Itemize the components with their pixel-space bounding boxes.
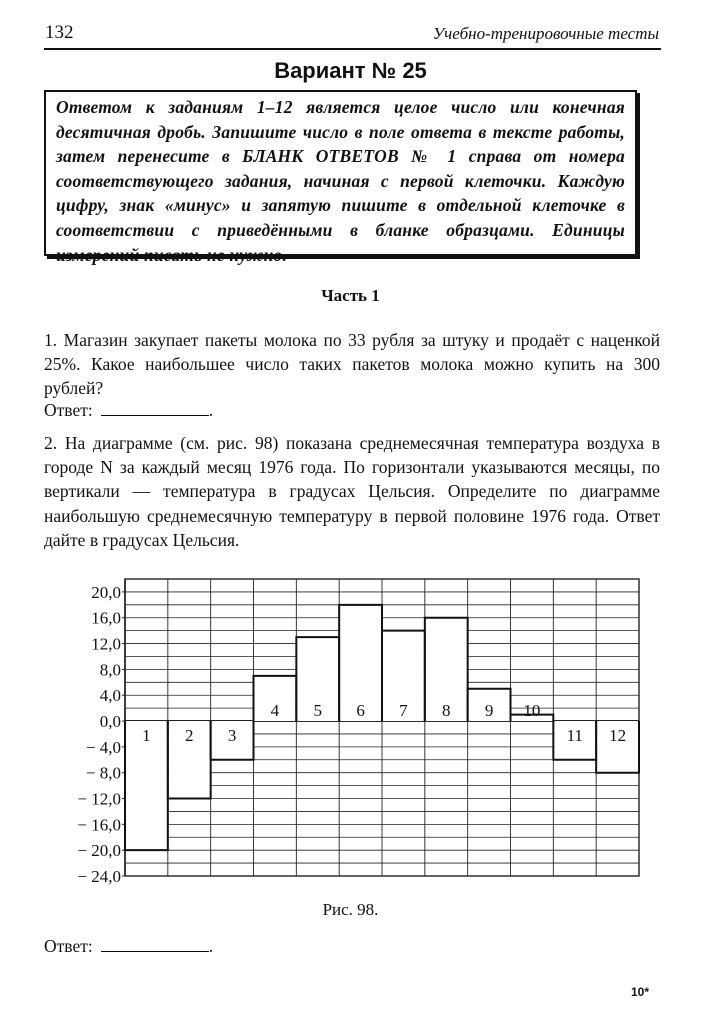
variant-title: Вариант № 25	[274, 58, 427, 83]
month-label: 2	[185, 726, 194, 746]
y-tick-label: − 4,0	[85, 737, 121, 757]
y-tick-label: 8,0	[99, 660, 121, 680]
header-rule	[44, 48, 661, 50]
month-label: 6	[356, 701, 365, 721]
temperature-chart	[0, 560, 701, 890]
y-tick-label: 20,0	[91, 582, 121, 602]
month-label: 8	[442, 701, 451, 721]
month-label: 9	[484, 701, 494, 721]
answer-blank[interactable]	[101, 401, 209, 416]
task-1-text: 1. Магазин закупает пакеты молока по 33 рубля за штуку и продаёт с наценкой 25%. Какое наибольшее число таких пакетов молока можно купить на 300 рублей?	[44, 330, 660, 399]
month-label: 1	[142, 726, 151, 746]
task-2-answer[interactable]: Ответ: .	[44, 936, 214, 956]
y-tick-label: − 12,0	[77, 789, 121, 809]
answer-label: Ответ:	[44, 400, 93, 420]
running-title: Учебно-тренировочные тесты	[432, 24, 659, 43]
y-tick-label: 12,0	[91, 634, 121, 654]
task-2-text: 2. На диаграмме (см. рис. 98) показана среднемесячная температура воздуха в городе N за каждый месяц 1976 года. По горизонтали указываются месяцы, по вертикали — температура в градусах Цельсия. Определите по диаграмме наибольшую среднемесячную температуру в первой половине 1976 года. Ответ дайте в градусах Цельсия.	[44, 433, 660, 550]
footer-mark: 10*	[630, 985, 649, 999]
answer-label: Ответ:	[44, 936, 93, 956]
page-number: 132	[45, 22, 74, 43]
month-label: 5	[313, 701, 322, 721]
y-tick-label: 4,0	[99, 686, 121, 706]
task-1-answer[interactable]: Ответ: .	[44, 400, 214, 420]
y-tick-label: 0,0	[99, 712, 121, 732]
instructions-box: Ответом к заданиям 1–12 является целое число или конечная десятичная дробь. Запишите число в поле ответа в тексте работы, затем перенесите в БЛАНК ОТВЕТОВ № 1 справа от номера соответствующего задания, начиная с первой клеточки. Каждую цифру, знак «минус» и запятую пишите в отдельной клеточке в соответствии с приведёнными в бланке образцами. Единицы измерений писать не нужно.	[44, 90, 637, 256]
month-label: 4	[270, 701, 280, 721]
month-label: 3	[227, 726, 237, 746]
y-tick-label: − 8,0	[85, 763, 121, 783]
answer-blank[interactable]	[101, 937, 209, 952]
month-label: 10	[523, 701, 541, 721]
y-tick-label: − 20,0	[77, 841, 121, 861]
month-label: 11	[566, 726, 583, 746]
y-tick-label: − 24,0	[77, 867, 121, 886]
y-tick-label: 16,0	[91, 608, 121, 628]
y-tick-label: − 16,0	[77, 815, 121, 835]
figure-caption: Рис. 98.	[322, 900, 379, 919]
month-label: 7	[399, 701, 408, 721]
part-title: Часть 1	[321, 286, 380, 305]
month-label: 12	[609, 726, 627, 746]
